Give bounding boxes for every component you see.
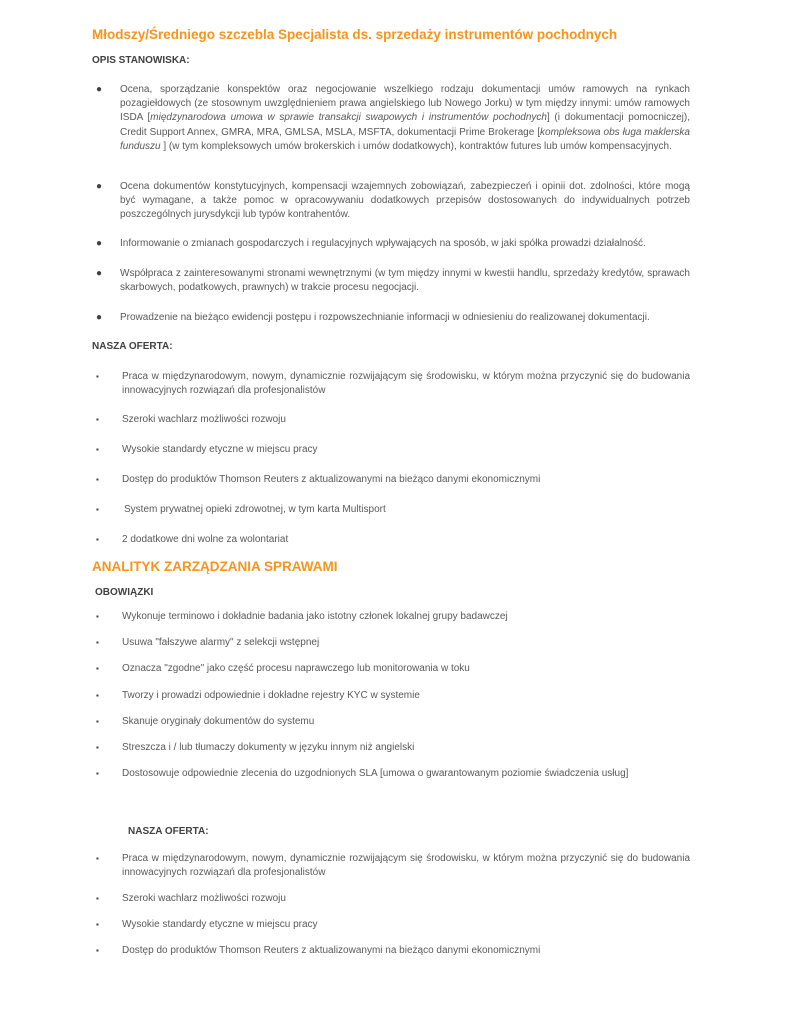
offer-item-text: Dostęp do produktów Thomson Reuters z aktualizowanymi na bieżąco danymi ekonomicznymi <box>122 474 541 485</box>
offer2-item-text: Praca w międzynarodowym, nowym, dynamicznie rozwijającym się środowisku, w którym można przyczynić się do budowania innowacyjnych rozwiązań dla profesjonalistów <box>122 853 690 879</box>
square-bullet-icon: ▪ <box>96 445 99 454</box>
square-bullet-icon: ▪ <box>96 691 99 700</box>
square-bullet-icon: ▪ <box>96 894 99 903</box>
duty-item-text: Wykonuje terminowo i dokładnie badania jako istotny członek lokalnej grupy badawczej <box>122 611 508 622</box>
square-bullet-icon: ▪ <box>96 769 99 778</box>
description-item-text: Ocena, sporządzanie konspektów oraz negocjowanie wszelkiego rodzaju dokumentacji umów ramowych na rynkach pozagiełdowych (ze stosownym uwzględnieniem prawa angielskiego lub Nowego Jorku) w tym między innymi: umów ramowych ISDA [międzynarodowa umowa w sprawie transakcji swapowych i instrumentów pochodnych] (i dokumentacji pomocniczej), Credit Support Annex, GMRA, MRA, GMLSA, MSLA, MSFTA, dokumentacji Prime Brokerage [kompleksowa obs ługa maklerska funduszu ] (w tym kompleksowych umów brokerskich i umów dodatkowych), kontraktów futures lub umów kompensacyjnych. <box>120 84 690 152</box>
duty-item-text: Skanuje oryginały dokumentów do systemu <box>122 716 315 727</box>
duty-item-text: Tworzy i prowadzi odpowiednie i dokładne rejestry KYC w systemie <box>122 690 420 701</box>
offer2-item-text: Szeroki wachlarz możliwości rozwoju <box>122 893 286 904</box>
round-bullet-icon: ● <box>96 181 103 192</box>
round-bullet-icon: ● <box>96 238 103 249</box>
square-bullet-icon: ▪ <box>96 638 99 647</box>
offer-item-text: Szeroki wachlarz możliwości rozwoju <box>122 414 286 425</box>
duty-item-text: Streszcza i / lub tłumaczy dokumenty w języku innym niż angielski <box>122 742 415 753</box>
duty-item-text: Oznacza "zgodne" jako część procesu naprawczego lub monitorowania w toku <box>122 663 470 674</box>
square-bullet-icon: ▪ <box>96 854 99 863</box>
square-bullet-icon: ▪ <box>96 612 99 621</box>
square-bullet-icon: ▪ <box>96 743 99 752</box>
square-bullet-icon: ▪ <box>96 717 99 726</box>
square-bullet-icon: ▪ <box>96 505 99 514</box>
square-bullet-icon: ▪ <box>96 920 99 929</box>
offer-item-text: 2 dodatkowe dni wolne za wolontariat <box>122 534 289 545</box>
square-bullet-icon: ▪ <box>96 946 99 955</box>
round-bullet-icon: ● <box>96 312 103 323</box>
section2-offer-heading: NASZA OFERTA: <box>128 826 209 837</box>
offer2-item-text: Wysokie standardy etyczne w miejscu pracy <box>122 919 318 930</box>
offer-item-text: Wysokie standardy etyczne w miejscu pracy <box>122 444 318 455</box>
section1-title: Młodszy/Średniego szczebla Specjalista ds. sprzedaży instrumentów pochodnych <box>92 27 618 42</box>
square-bullet-icon: ▪ <box>96 535 99 544</box>
offer-item-text: System prywatnej opieki zdrowotnej, w tym karta Multisport <box>124 504 386 515</box>
round-bullet-icon: ● <box>96 84 103 95</box>
section2-duties-heading: OBOWIĄZKI <box>95 587 154 598</box>
description-item-text: Ocena dokumentów konstytucyjnych, kompensacji wzajemnych zobowiązań, zabezpieczeń i opinii dot. zdolności, które mogą być wymagane, a także pomoc w opracowywaniu dodatkowych przepisów dostosowanych do indywidualnych potrzeb poszczególnych jurysdykcji lub typów kontrahentów. <box>120 181 690 221</box>
duty-item-text: Usuwa "fałszywe alarmy" z selekcji wstępnej <box>122 637 320 648</box>
offer2-item-text: Dostęp do produktów Thomson Reuters z aktualizowanymi na bieżąco danymi ekonomicznymi <box>122 945 541 956</box>
section1-offer-heading: NASZA OFERTA: <box>92 341 173 352</box>
section2-title: ANALITYK ZARZĄDZANIA SPRAWAMI <box>92 559 338 574</box>
offer-item-text: Praca w międzynarodowym, nowym, dynamicznie rozwijającym się środowisku, w którym można przyczynić się do budowania innowacyjnych rozwiązań dla profesjonalistów <box>122 371 690 397</box>
square-bullet-icon: ▪ <box>96 664 99 673</box>
square-bullet-icon: ▪ <box>96 475 99 484</box>
round-bullet-icon: ● <box>96 268 103 279</box>
description-item-text: Informowanie o zmianach gospodarczych i regulacyjnych wpływających na sposób, w jaki spółka prowadzi działalność. <box>120 238 646 249</box>
section1-description-heading: OPIS STANOWISKA: <box>92 55 190 66</box>
square-bullet-icon: ▪ <box>96 372 99 381</box>
square-bullet-icon: ▪ <box>96 415 99 424</box>
description-item-text: Współpraca z zainteresowanymi stronami wewnętrznymi (w tym między innymi w kwestii handlu, sprzedaży kredytów, sprawach skarbowych, podatkowych, prawnych) w trakcie procesu negocjacji. <box>120 268 690 294</box>
description-item-text: Prowadzenie na bieżąco ewidencji postępu i rozpowszechnianie informacji w odniesieniu do realizowanej dokumentacji. <box>120 312 650 323</box>
duty-item-text: Dostosowuje odpowiednie zlecenia do uzgodnionych SLA [umowa o gwarantowanym poziomie świadczenia usług] <box>122 768 629 779</box>
